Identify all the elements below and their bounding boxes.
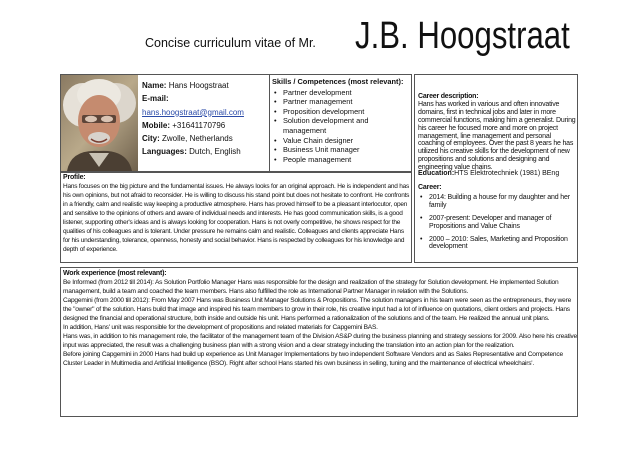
mobile-label: Mobile: (142, 120, 170, 130)
work-experience-section (63, 269, 577, 369)
city-row (142, 132, 266, 145)
list-item: • Business Unit manager (272, 145, 412, 155)
profile-section (63, 173, 410, 254)
career-section (418, 184, 576, 256)
title-name: J.B. Hoogstraat (355, 15, 570, 57)
education-text: HTS Elektrotechniek (1981) BEng (454, 170, 560, 177)
list-item: • Partner management (272, 97, 412, 107)
email-label: E-mail: (142, 94, 169, 104)
education-heading: Education: (418, 170, 455, 177)
list-item: • Partner development (272, 88, 412, 98)
name-value: Hans Hoogstraat (168, 81, 229, 90)
list-item: • Proposition development (272, 107, 412, 117)
profile-text: Hans focuses on the big picture and the fundamental issues. He always looks for an original approach. He is independent and has his own opinions, but not afraid to reconsider. He is willing to discuss his stand point but does not hesitate to confront. He confronts in a friendly, calm and realistic way keeping a productive atmosphere. Hans has proved himself to be a pleasant interlocutor, open and sensitive to the opinions of others and aware of individual needs and interests. He has good communication skills, is a good listener, supporting other's ideas and is always looking for cooperation. Hans is not overly competitive, he shows respect for the qualities of his colleagues and is tolerant. Under pressure he remains calm and realistic. Colleagues and clients appreciate Hans for his understanding, tolerance, openness, honesty and social behavior. Hans is respected by colleagues for his knowledge and depth of experience. (63, 183, 410, 253)
skills-heading: Skills / Competences (most relevant): (272, 77, 404, 86)
career-description-heading: Career description: (418, 93, 479, 100)
work-paragraph: Be Informed (from 2012 till 2014): As Solution Portfolio Manager Hans was responsible for the design and realization of the strategy for Solution development. He implemented Solution management, build a team and coached the team members. Hans also fulfilled the role as International Partner Manager in relation with the Solutions. (63, 279, 559, 296)
work-paragraph: Before joining Capgemini in 2000 Hans had build up experience as Unit Manager Implementations by two independent Software Vendors and as Sales Representative and Competence Cluster Leader in Multimedia and Artificial Intelligence (BSO). Right after school Hans started his own business in selling, tuning and the maintenance of electrical wheelchairs'. (63, 351, 563, 368)
languages-value: Dutch, English (189, 147, 241, 157)
personal-info (142, 79, 266, 159)
work-paragraph: In addition, Hans' unit was responsible for the development of propositions and related materials for Capgemini BAS. (63, 324, 378, 332)
list-item: • Value Chain designer (272, 136, 412, 146)
work-paragraph: Hans was, in addition to his management role, the facilitator of the management team of the Division AS&P during the business planning and strategy sessions for 2009. Also here his creative input was appreciated, the result was a challenging business plan with a strong vision and a clear strategy including the translation into an action plan for the realization. (63, 333, 577, 350)
mobile-row (142, 119, 266, 132)
list-item: • 2007-present: Developer and manager of Propositions and Value Chains (418, 215, 576, 231)
list-item: • 2014: Building a house for my daughter and her family (418, 194, 576, 210)
career-list (418, 194, 576, 251)
skills-section (272, 77, 412, 164)
education-section (418, 170, 576, 178)
portrait-photo (61, 75, 138, 171)
city-value: Zwolle, Netherlands (162, 134, 233, 144)
career-heading: Career: (418, 184, 442, 191)
email-link[interactable]: hans.hoogstraat@gmail.com (142, 107, 244, 117)
list-item: • Solution development and management (272, 116, 412, 135)
languages-row (142, 145, 266, 158)
list-item: • 2000 – 2010: Sales, Marketing and Proposition development (418, 236, 576, 252)
mobile-value: +31641170796 (172, 120, 226, 130)
career-description-section (418, 93, 576, 172)
languages-label: Languages: (142, 147, 187, 157)
city-label: City: (142, 134, 160, 144)
profile-heading: Profile: (63, 174, 86, 181)
work-heading: Work experience (most relevant): (63, 270, 167, 277)
work-paragraph: Capgemini (from 2000 till 2012): From May 2007 Hans was Business Unit Manager Solutions & Propositions. The solution managers in his team were seen as the entrepreneurs, they were the "owner" of the solution. Hans build that image and inspired his team members to grow in their role, his creative input had a lot of influence on quotations, client orders and projects. Hans designed the financial and operational structure, both inside and outside his unit. Hans performed a rationalization of the solutions and of the team. He realized the annual unit plans. (63, 297, 572, 323)
career-description-text: Hans has worked in various and often innovative domains, first in technical jobs and later in more commercial functions, making him a generalist. During his career he focused more and more on project management, line management and personal coaching of employees. Over the past 8 years he has utilized his creative skills for the development of new propositions and solutions and designing and engineering value chains. (418, 100, 576, 172)
name-label: Name: (142, 81, 167, 90)
list-item: • People management (272, 155, 412, 165)
name-row (142, 79, 266, 92)
title-prefix: Concise curriculum vitae of Mr. (145, 36, 316, 50)
skills-list (272, 88, 412, 165)
